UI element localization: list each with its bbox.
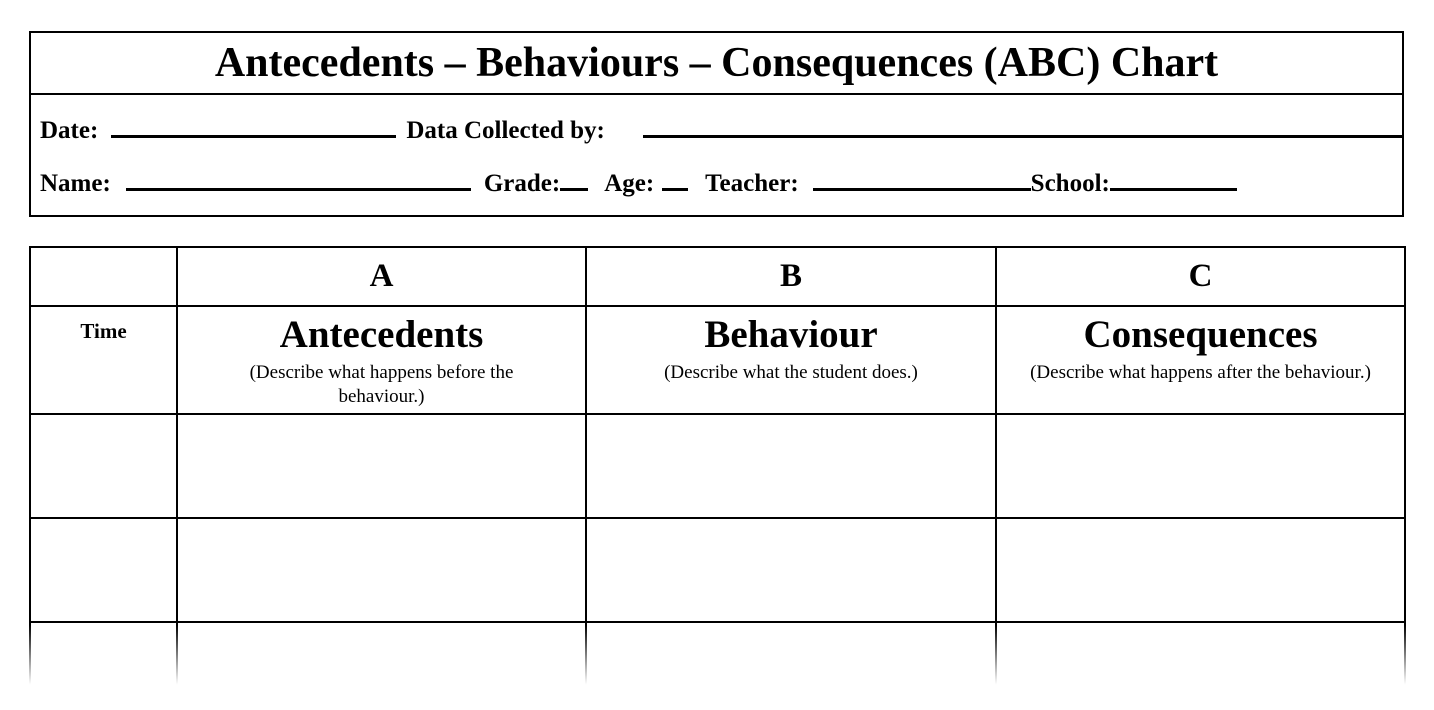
page-title: Antecedents – Behaviours – Consequences (ABC) Chart	[31, 33, 1402, 95]
cell-consequences-3[interactable]	[996, 622, 1405, 709]
data-collected-by-label: Data Collected by:	[406, 117, 605, 144]
cell-behaviour-1[interactable]	[586, 414, 996, 518]
school-field[interactable]	[1110, 177, 1237, 191]
name-label: Name:	[40, 170, 111, 197]
column-letter-a: A	[177, 247, 586, 306]
cell-antecedents-1[interactable]	[177, 414, 586, 518]
date-row	[40, 114, 1402, 148]
fields-area	[31, 95, 1402, 201]
table-row	[30, 518, 1405, 622]
header-box	[29, 31, 1404, 217]
column-header-row	[30, 306, 1405, 414]
school-label: School:	[1030, 170, 1110, 197]
cell-antecedents-3[interactable]	[177, 622, 586, 709]
table-row	[30, 414, 1405, 518]
age-label: Age:	[604, 170, 655, 197]
cell-behaviour-2[interactable]	[586, 518, 996, 622]
teacher-label: Teacher:	[705, 170, 799, 197]
consequences-header: Consequences	[1083, 313, 1318, 356]
antecedents-header: Antecedents	[279, 313, 484, 356]
grade-field[interactable]	[560, 177, 588, 191]
abc-table	[29, 246, 1406, 709]
date-field[interactable]	[111, 124, 396, 138]
name-field[interactable]	[126, 177, 471, 191]
corner-cell	[30, 247, 177, 306]
column-letter-c: C	[996, 247, 1405, 306]
consequences-subtitle: (Describe what happens after the behaviour.)	[1030, 361, 1371, 383]
cell-consequences-1[interactable]	[996, 414, 1405, 518]
table-row	[30, 622, 1405, 709]
name-row	[40, 167, 1402, 201]
cell-time-3[interactable]	[30, 622, 177, 709]
behaviour-header: Behaviour	[704, 313, 878, 356]
grade-label: Grade:	[483, 170, 561, 197]
age-field[interactable]	[662, 177, 688, 191]
date-label: Date:	[40, 117, 99, 144]
data-collected-by-field[interactable]	[643, 124, 1402, 138]
cell-time-2[interactable]	[30, 518, 177, 622]
teacher-field[interactable]	[813, 177, 1031, 191]
cell-time-1[interactable]	[30, 414, 177, 518]
column-letter-b: B	[586, 247, 996, 306]
cell-behaviour-3[interactable]	[586, 622, 996, 709]
column-letter-row	[30, 247, 1405, 306]
cell-antecedents-2[interactable]	[177, 518, 586, 622]
time-header: Time	[80, 319, 127, 343]
antecedents-subtitle: (Describe what happens before the behaviour.)	[249, 361, 514, 407]
behaviour-subtitle: (Describe what the student does.)	[664, 361, 918, 383]
cell-consequences-2[interactable]	[996, 518, 1405, 622]
